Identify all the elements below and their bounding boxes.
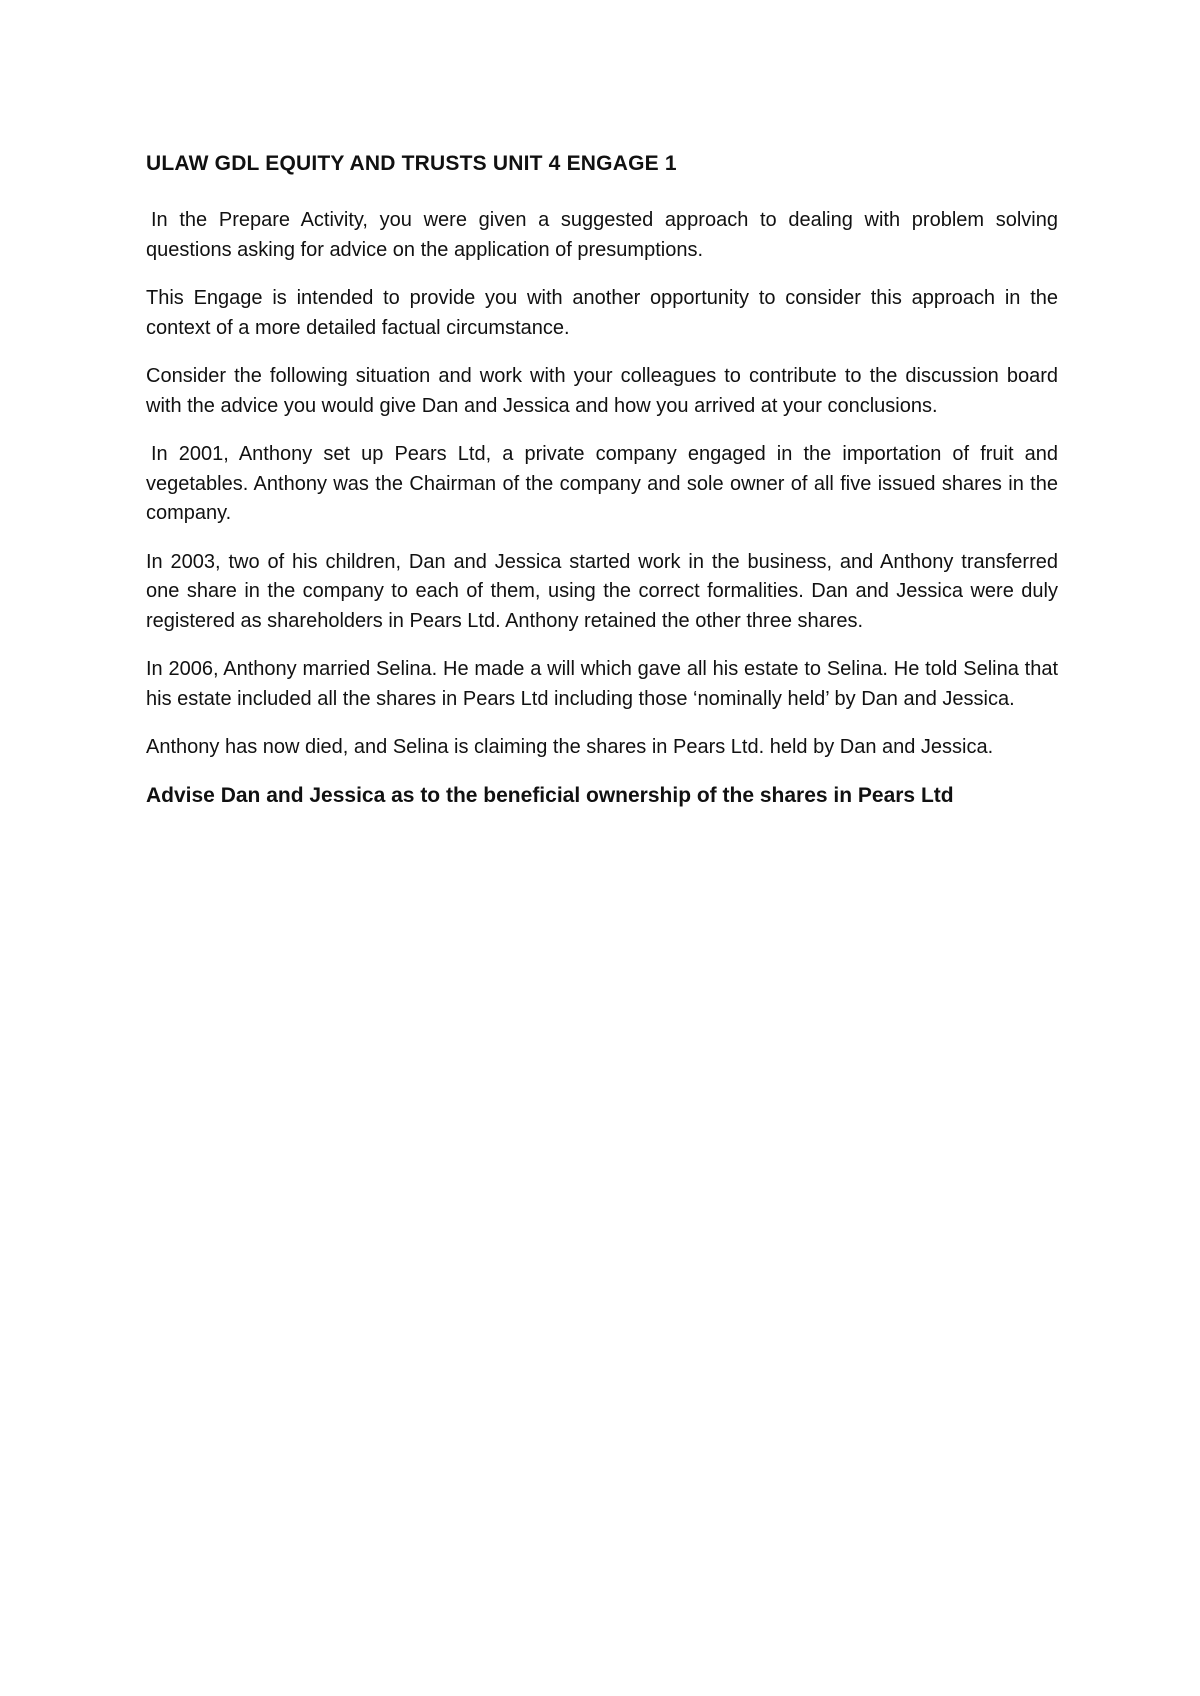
paragraph-facts-2001: In 2001, Anthony set up Pears Ltd, a private company engaged in the importation of fruit and vegetables. Anthony was the Chairman of the company and sole owner of all five issued shares in the company.	[146, 443, 1058, 524]
paragraph-instructions: Consider the following situation and work with your colleagues to contribute to the discussion board with the advice you would give Dan and Jessica and how you arrived at your conclusions.	[146, 365, 1058, 417]
document-body	[146, 150, 1058, 810]
paragraph-facts-2003: In 2003, two of his children, Dan and Jessica started work in the business, and Anthony transferred one share in the company to each of them, using the correct formalities. Dan and Jessica were duly registered as shareholders in Pears Ltd. Anthony retained the other three shares.	[146, 550, 1058, 632]
document-title: ULAW GDL EQUITY AND TRUSTS UNIT 4 ENGAGE 1	[146, 152, 677, 175]
paragraph-facts-2006: In 2006, Anthony married Selina. He made a will which gave all his estate to Selina. He told Selina that his estate included all the shares in Pears Ltd including those ‘nominally held’ by Dan and Jessica.	[146, 658, 1058, 710]
paragraph-facts-death: Anthony has now died, and Selina is claiming the shares in Pears Ltd. held by Dan and Jessica.	[146, 736, 994, 758]
question-heading: Advise Dan and Jessica as to the beneficial ownership of the shares in Pears Ltd	[146, 783, 954, 807]
paragraph-prepare-activity: In the Prepare Activity, you were given a suggested approach to dealing with problem solving questions asking for advice on the application of presumptions.	[146, 209, 1058, 261]
paragraph-engage-purpose: This Engage is intended to provide you with another opportunity to consider this approach in the context of a more detailed factual circumstance.	[146, 287, 1058, 339]
